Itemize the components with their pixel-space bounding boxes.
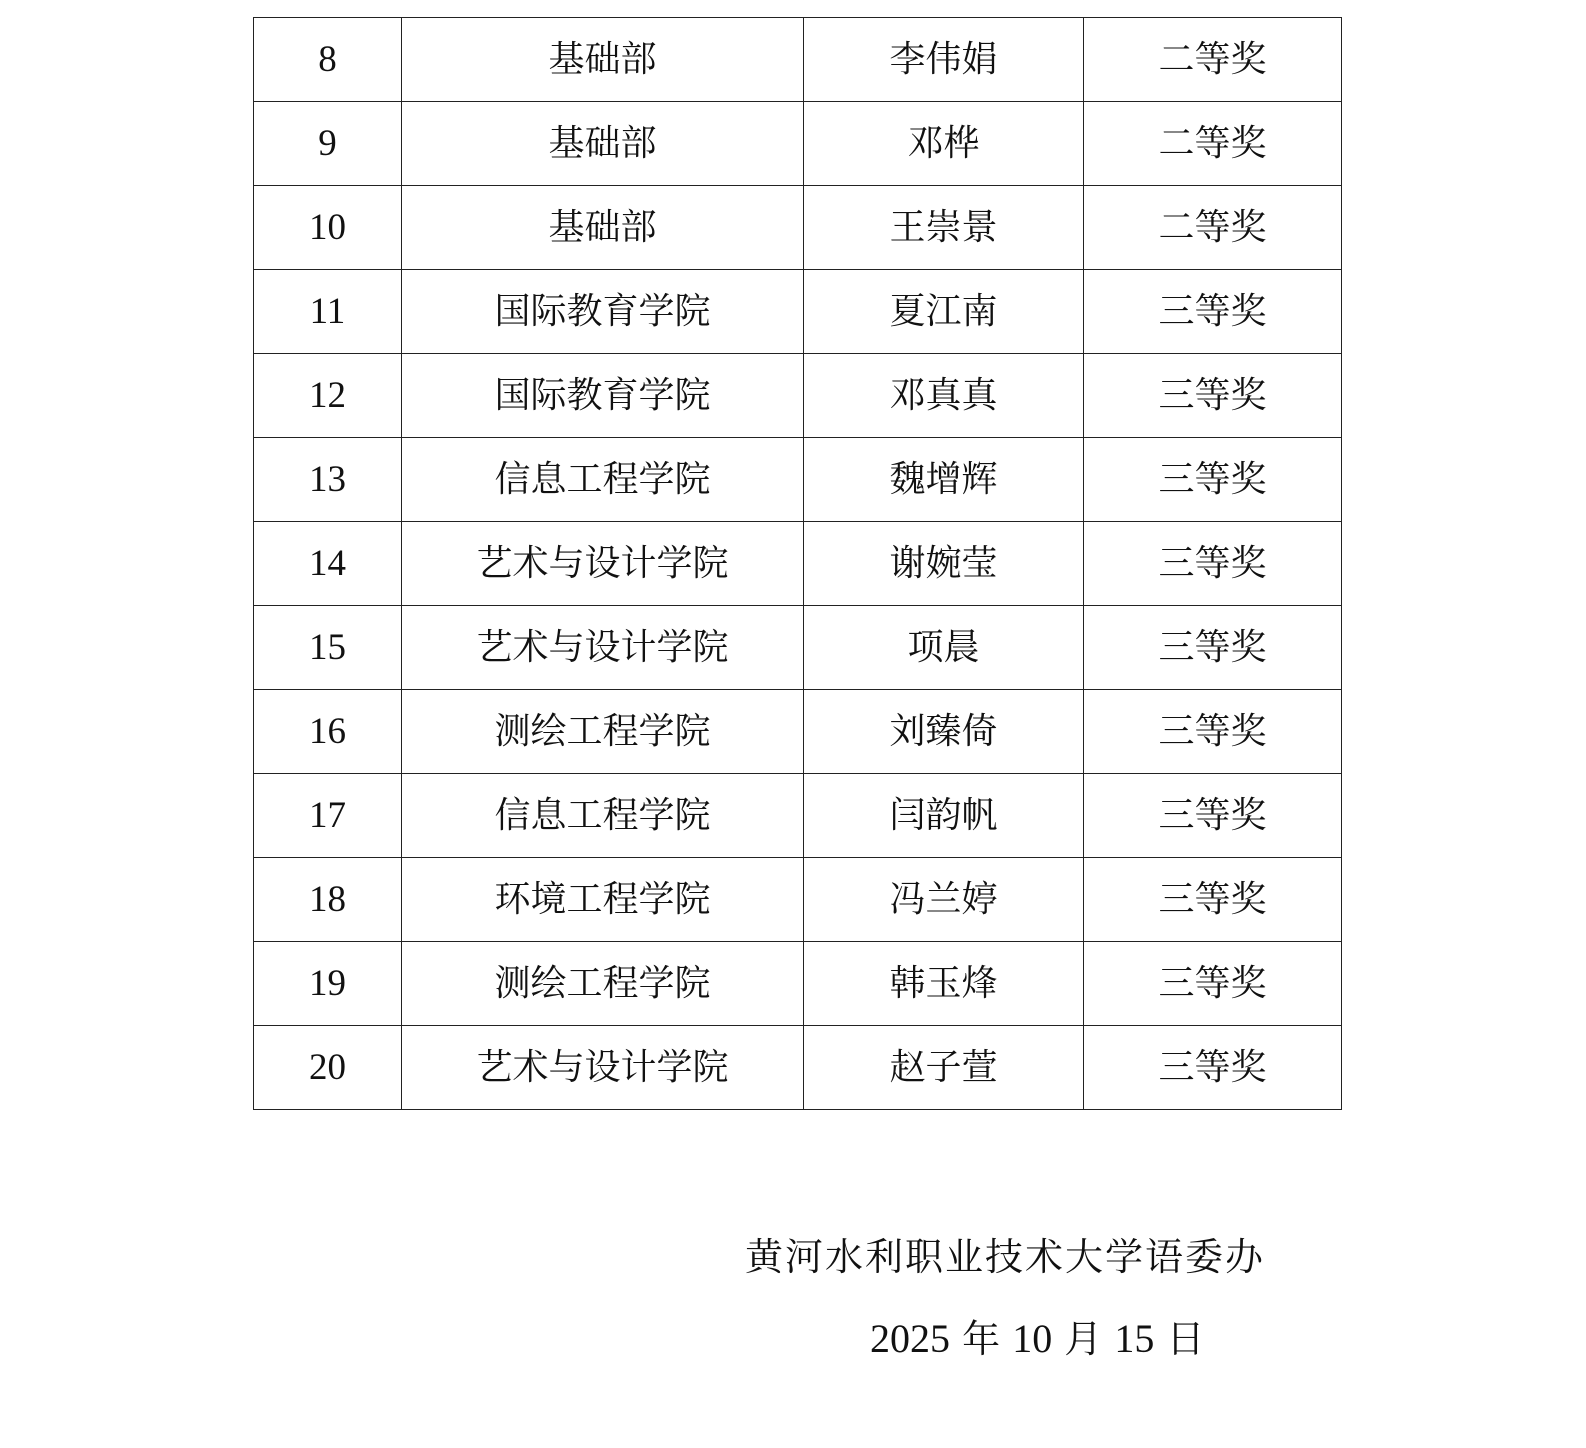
department-cell: 基础部 [402, 18, 804, 102]
table-row [254, 438, 1342, 522]
table-row [254, 186, 1342, 270]
award-level-cell: 三等奖 [1084, 690, 1342, 774]
award-level-cell: 二等奖 [1084, 18, 1342, 102]
award-level-cell: 三等奖 [1084, 522, 1342, 606]
student-name-cell: 魏增辉 [804, 438, 1084, 522]
department-cell: 测绘工程学院 [402, 690, 804, 774]
student-name-cell: 王崇景 [804, 186, 1084, 270]
award-level-cell: 三等奖 [1084, 1026, 1342, 1110]
serial-number-cell: 12 [254, 354, 402, 438]
serial-number-cell: 10 [254, 186, 402, 270]
date-month: 10 [1012, 1316, 1053, 1361]
department-cell: 艺术与设计学院 [402, 522, 804, 606]
award-list-table [253, 17, 1342, 1110]
date-year: 2025 [870, 1316, 950, 1361]
table-row [254, 690, 1342, 774]
table-row [254, 270, 1342, 354]
student-name-cell: 邓桦 [804, 102, 1084, 186]
table-row [254, 102, 1342, 186]
serial-number-cell: 15 [254, 606, 402, 690]
serial-number-cell: 19 [254, 942, 402, 1026]
award-level-cell: 三等奖 [1084, 270, 1342, 354]
date-month-unit: 月 [1064, 1317, 1103, 1361]
serial-number-cell: 11 [254, 270, 402, 354]
department-cell: 环境工程学院 [402, 858, 804, 942]
table-row [254, 354, 1342, 438]
student-name-cell: 冯兰婷 [804, 858, 1084, 942]
date-day: 15 [1114, 1316, 1155, 1361]
date-day-unit: 日 [1166, 1317, 1205, 1361]
award-level-cell: 三等奖 [1084, 942, 1342, 1026]
table-row [254, 18, 1342, 102]
department-cell: 艺术与设计学院 [402, 606, 804, 690]
department-cell: 测绘工程学院 [402, 942, 804, 1026]
student-name-cell: 项晨 [804, 606, 1084, 690]
table-row [254, 858, 1342, 942]
table-row [254, 774, 1342, 858]
department-cell: 信息工程学院 [402, 774, 804, 858]
table-row [254, 522, 1342, 606]
award-level-cell: 三等奖 [1084, 354, 1342, 438]
award-level-cell: 二等奖 [1084, 102, 1342, 186]
award-level-cell: 三等奖 [1084, 606, 1342, 690]
student-name-cell: 夏江南 [804, 270, 1084, 354]
serial-number-cell: 8 [254, 18, 402, 102]
student-name-cell: 韩玉烽 [804, 942, 1084, 1026]
serial-number-cell: 14 [254, 522, 402, 606]
issuing-organization: 黄河水利职业技术大学语委办 [745, 1235, 1266, 1279]
serial-number-cell: 13 [254, 438, 402, 522]
date-year-unit: 年 [962, 1317, 1001, 1361]
student-name-cell: 李伟娟 [804, 18, 1084, 102]
award-level-cell: 三等奖 [1084, 774, 1342, 858]
issue-date [870, 1308, 1205, 1363]
department-cell: 基础部 [402, 102, 804, 186]
serial-number-cell: 18 [254, 858, 402, 942]
student-name-cell: 赵子萱 [804, 1026, 1084, 1110]
student-name-cell: 谢婉莹 [804, 522, 1084, 606]
department-cell: 国际教育学院 [402, 270, 804, 354]
department-cell: 国际教育学院 [402, 354, 804, 438]
student-name-cell: 闫韵帆 [804, 774, 1084, 858]
award-level-cell: 三等奖 [1084, 858, 1342, 942]
serial-number-cell: 9 [254, 102, 402, 186]
table-row [254, 606, 1342, 690]
department-cell: 基础部 [402, 186, 804, 270]
table-row [254, 1026, 1342, 1110]
department-cell: 信息工程学院 [402, 438, 804, 522]
student-name-cell: 邓真真 [804, 354, 1084, 438]
award-level-cell: 三等奖 [1084, 438, 1342, 522]
award-level-cell: 二等奖 [1084, 186, 1342, 270]
student-name-cell: 刘臻倚 [804, 690, 1084, 774]
department-cell: 艺术与设计学院 [402, 1026, 804, 1110]
serial-number-cell: 20 [254, 1026, 402, 1110]
table-row [254, 942, 1342, 1026]
serial-number-cell: 16 [254, 690, 402, 774]
serial-number-cell: 17 [254, 774, 402, 858]
